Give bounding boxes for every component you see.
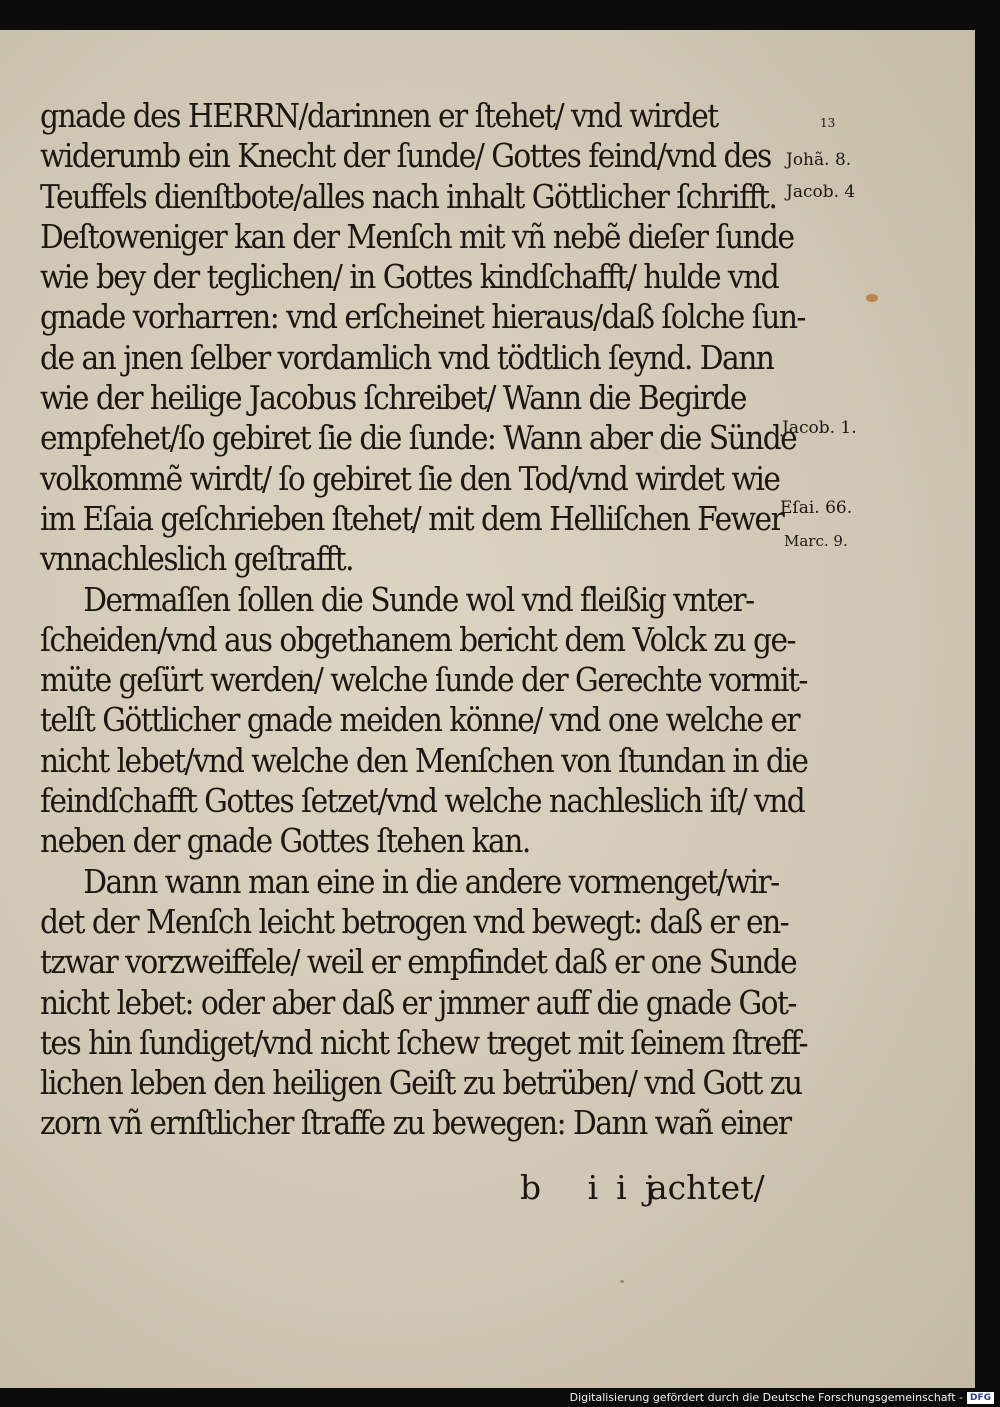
digitization-credit [570, 1391, 994, 1404]
text-line: tzwar vorzweiffele/ weil er empfindet daß er one Sunde [40, 942, 797, 982]
text-line: lichen leben den heiligen Geiſt zu betrüben/ vnd Gott zu [40, 1063, 802, 1103]
dfg-logo: DFG [967, 1392, 994, 1404]
text-line: feindſchafft Gottes ſetzet/vnd welche nachleslich iſt/ vnd [40, 781, 805, 821]
margin-reference: Johã. 8. [786, 150, 852, 170]
text-line: zorn vñ ernſtlicher ſtraffe zu bewegen: Dann wañ einer [40, 1103, 791, 1143]
text-line: Deſtoweniger kan der Menſch mit vñ nebẽ dieſer ſunde [40, 216, 794, 256]
text-line: wie der heilige Jacobus ſchreibet/ Wann die Begirde [40, 378, 746, 418]
text-line: de an jnen ſelber vordamlich vnd tödtlich ſeynd. Dann [40, 337, 774, 377]
text-line: ſcheiden/vnd aus obgethanem bericht dem Volck zu ge- [40, 619, 796, 659]
catchword: achtet/ [648, 1168, 765, 1207]
margin-reference: Jacob. 1. [782, 418, 857, 438]
paper-speck [620, 1280, 624, 1283]
text-line: empfehet/ſo gebiret ſie die ſunde: Wann aber die Sünde [40, 418, 797, 458]
margin-reference: Jacob. 4 [786, 182, 856, 202]
text-line: nicht lebet: oder aber daß er jmmer auff die gnade Got- [40, 982, 796, 1022]
text-line: gnade vorharren: vnd erſcheinet hieraus/daß ſolche ſun- [40, 297, 805, 337]
main-text [40, 96, 808, 1144]
text-line: widerumb ein Knecht der ſunde/ Gottes feind/vnd des [40, 136, 771, 176]
text-line: Dann wann man eine in die andere vormenget/wir- [83, 861, 779, 901]
text-line: wie bey der teglichen/ in Gottes kindſchafft/ hulde vnd [40, 257, 779, 297]
margin-reference: Marc. 9. [784, 532, 848, 550]
text-line: telſt Göttlicher gnade meiden könne/ vnd one welche er [40, 700, 800, 740]
signature-mark: b iij [520, 1168, 673, 1207]
margin-reference: Eſai. 66. [780, 498, 853, 518]
text-line: vnnachleslich geſtrafft. [40, 539, 354, 579]
text-line: det der Menſch leicht betrogen vnd bewegt: daß er en- [40, 901, 789, 941]
text-line: nicht lebet/vnd welche den Menſchen von ſtundan in die [40, 740, 808, 780]
text-line: Dermaſſen ſollen die Sunde wol vnd fleißig vnter- [83, 579, 754, 619]
text-line: gnade des HERRN/darinnen er ſtehet/ vnd wirdet [40, 96, 718, 135]
paper-speck [866, 294, 878, 302]
page-number: 13 [820, 116, 836, 130]
text-line: im Eſaia geſchrieben ſtehet/ mit dem Helliſchen Fewer [40, 498, 784, 538]
text-line: tes hin ſundiget/vnd nicht ſchew treget mit ſeinem ſtreff- [40, 1022, 808, 1062]
text-line: müte geſürt werden/ welche ſunde der Gerechte vormit- [40, 660, 807, 700]
text-line: Teuffels dienſtbote/alles nach inhalt Göttlicher ſchrifft. [40, 176, 777, 216]
text-line: neben der gnade Gottes ſtehen kan. [40, 821, 530, 861]
credit-text: Digitalisierung gefördert durch die Deutsche Forschungsgemeinschaft - [569, 1391, 963, 1404]
text-line: volkommẽ wirdt/ ſo gebiret ſie den Tod/vnd wirdet wie [40, 458, 780, 498]
